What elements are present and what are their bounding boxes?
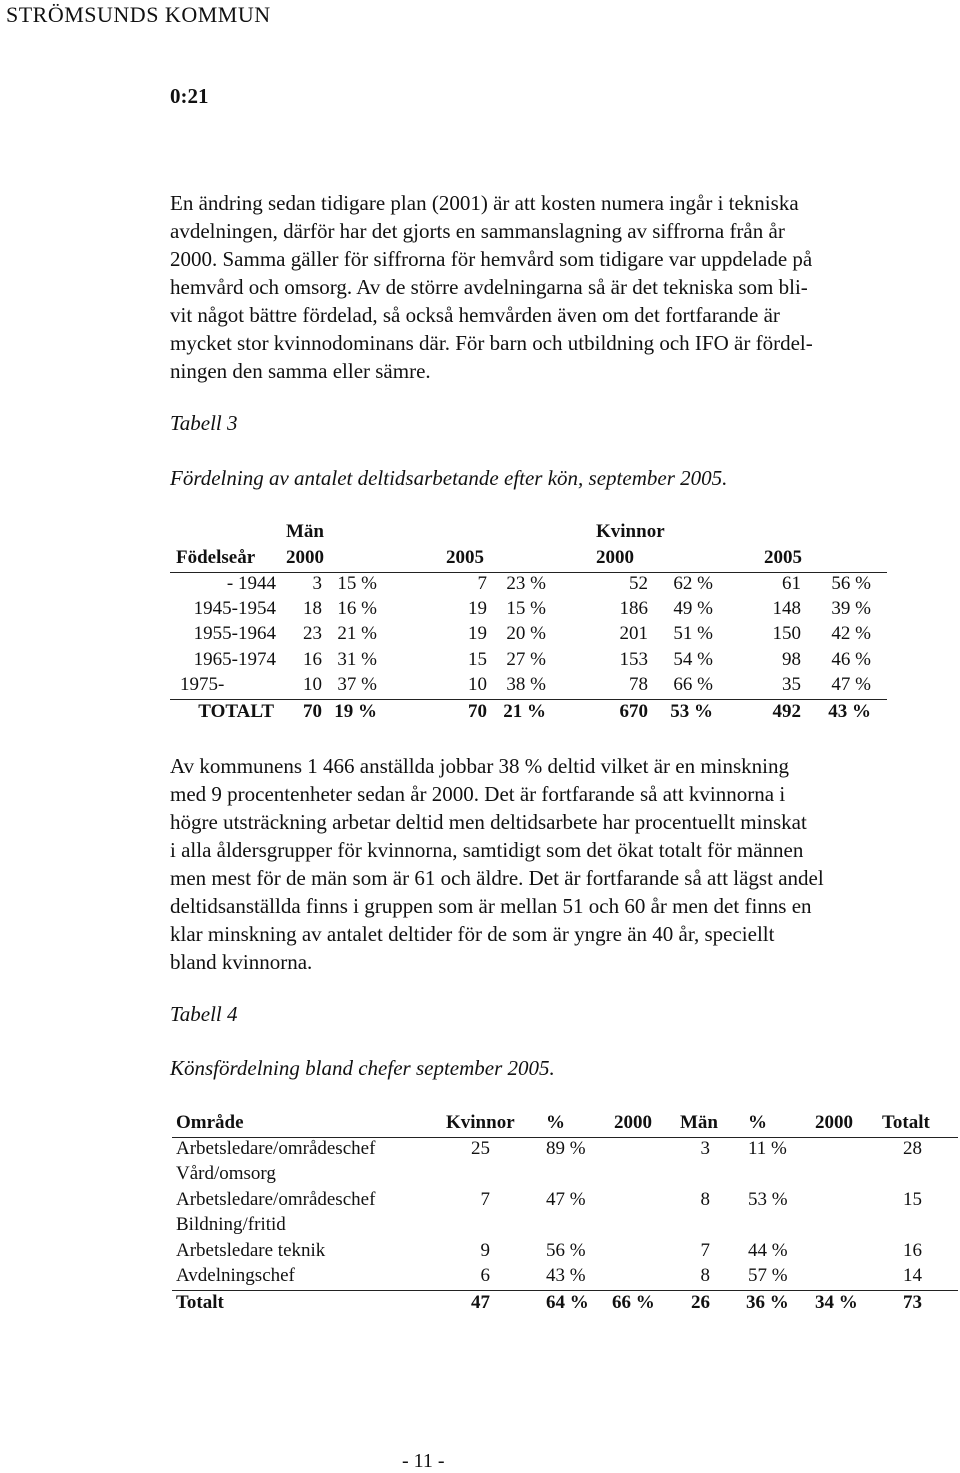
table-row [170, 598, 890, 623]
col-men-2000: 2000 [815, 1112, 853, 1133]
cell: 16 [303, 649, 322, 670]
paragraph-2 [170, 752, 930, 976]
col-women: Kvinnor [446, 1112, 515, 1133]
cell: Bildning/fritid [176, 1214, 286, 1235]
cell: 98 [782, 649, 801, 670]
cell: TOTALT [198, 701, 274, 722]
col-men-2000: 2000 [286, 547, 324, 568]
cell: 37 % [337, 674, 377, 695]
table3-total-row [170, 701, 890, 726]
cell: 23 % [506, 573, 546, 594]
cell: 10 [468, 674, 487, 695]
document-header: STRÖMSUNDS KOMMUN [6, 2, 271, 27]
cell: 73 [903, 1292, 922, 1313]
cell: Totalt [176, 1292, 224, 1313]
cell: 52 [629, 573, 648, 594]
cell: 57 % [748, 1265, 788, 1286]
paragraph-1 [170, 189, 930, 385]
table-row [0, 1214, 960, 1239]
table4-label: Tabell 4 [170, 1002, 238, 1026]
cell: 46 % [831, 649, 871, 670]
cell: 28 [903, 1138, 922, 1159]
cell: 43 % [546, 1265, 586, 1286]
cell: 11 % [748, 1138, 787, 1159]
table-row [170, 649, 890, 674]
cell: 70 [468, 701, 487, 722]
cell: 26 [691, 1292, 710, 1313]
cell: 8 [700, 1189, 710, 1210]
cell: 150 [772, 623, 801, 644]
table-row [0, 1240, 960, 1265]
col-area: Område [176, 1112, 244, 1133]
cell: 6 [480, 1265, 490, 1286]
col-men-pct: % [748, 1112, 767, 1133]
cell: 44 % [748, 1240, 788, 1261]
table-row [0, 1163, 960, 1188]
paragraph-line: klar minskning av antalet deltider för de som är yngre än 40 år, speciellt [170, 922, 775, 946]
cell: 62 % [673, 573, 713, 594]
paragraph-line: högre utsträckning arbetar deltid men deltidsarbete har procentuellt minskat [170, 810, 807, 834]
table-row [0, 1138, 960, 1163]
cell: 64 % [546, 1292, 589, 1313]
col-total: Totalt [882, 1112, 930, 1133]
cell: 38 % [506, 674, 546, 695]
paragraph-line: ningen den samma eller sämre. [170, 359, 431, 383]
cell: 43 % [828, 701, 871, 722]
section-code: 0:21 [170, 84, 209, 108]
cell: 1975- [180, 674, 225, 695]
cell: 21 % [337, 623, 377, 644]
cell: 89 % [546, 1138, 586, 1159]
cell: 670 [619, 701, 648, 722]
table-row [170, 573, 890, 598]
table4-header-row [0, 1112, 960, 1137]
table-row [0, 1189, 960, 1214]
paragraph-line: mycket stor kvinnodominans där. För barn och utbildning och IFO är fördel- [170, 331, 813, 355]
cell: 15 % [506, 598, 546, 619]
cell: 19 [468, 598, 487, 619]
cell: 61 [782, 573, 801, 594]
cell: 20 % [506, 623, 546, 644]
cell: Avdelningschef [176, 1265, 295, 1286]
paragraph-line: i alla åldersgrupper för kvinnorna, samtidigt som det ökat totalt för männen [170, 838, 804, 862]
cell: 35 [782, 674, 801, 695]
paragraph-line: hemvård och omsorg. Av de större avdelningarna så är det tekniska som bli- [170, 275, 808, 299]
col-women-2000: 2000 [596, 547, 634, 568]
cell: 153 [619, 649, 648, 670]
col-women-2000: 2000 [614, 1112, 652, 1133]
paragraph-line: Av kommunens 1 466 anställda jobbar 38 % deltid vilket är en minskning [170, 754, 790, 778]
cell: 1945-1954 [193, 598, 276, 619]
cell: 3 [700, 1138, 710, 1159]
cell: 47 % [546, 1189, 586, 1210]
group-women: Kvinnor [596, 521, 665, 542]
paragraph-line: bland kvinnorna. [170, 950, 313, 974]
cell: 31 % [337, 649, 377, 670]
table3-header-row [170, 547, 890, 572]
cell: 18 [303, 598, 322, 619]
cell: 56 % [546, 1240, 586, 1261]
table3-total-rule [170, 699, 887, 700]
cell: 1955-1964 [193, 623, 276, 644]
page-number: - 11 - [402, 1450, 445, 1472]
table4-caption: Könsfördelning bland chefer september 2005. [170, 1056, 555, 1080]
paragraph-line: 2000. Samma gäller för siffrorna för hemvård som tidigare var uppdelade på [170, 247, 813, 271]
paragraph-line: avdelningen, därför har det gjorts en sammanslagning av siffrorna från år [170, 219, 785, 243]
cell: 14 [903, 1265, 922, 1286]
cell: - 1944 [226, 573, 276, 594]
cell: 10 [303, 674, 322, 695]
paragraph-line: deltidsanställda finns i gruppen som är mellan 51 och 60 år men det finns en [170, 894, 812, 918]
table-row [170, 674, 890, 699]
col-men-2005: 2005 [446, 547, 484, 568]
cell: 15 [903, 1189, 922, 1210]
paragraph-line: En ändring sedan tidigare plan (2001) är att kosten numera ingår i tekniska [170, 191, 799, 215]
cell: Vård/omsorg [176, 1163, 276, 1184]
paragraph-line: men mest för de män som är 61 och äldre. Det är fortfarande så att lägst andel [170, 866, 824, 890]
col-birth-year: Födelseår [176, 547, 256, 568]
cell: 42 % [831, 623, 871, 644]
cell: 1965-1974 [193, 649, 276, 670]
cell: 7 [477, 573, 487, 594]
cell: Arbetsledare teknik [176, 1240, 326, 1261]
group-men: Män [286, 521, 324, 542]
cell: 53 % [748, 1189, 788, 1210]
cell: Arbetsledare/områdeschef [176, 1189, 376, 1210]
cell: 186 [619, 598, 648, 619]
cell: 21 % [503, 701, 546, 722]
table4-total-rule [172, 1290, 958, 1291]
cell: 47 [471, 1292, 490, 1313]
cell: 66 % [673, 674, 713, 695]
cell: 7 [700, 1240, 710, 1261]
cell: 70 [303, 701, 322, 722]
table4-total-row [0, 1292, 960, 1317]
cell: 23 [303, 623, 322, 644]
cell: 19 % [334, 701, 377, 722]
col-men: Män [680, 1112, 718, 1133]
cell: 56 % [831, 573, 871, 594]
table3-label: Tabell 3 [170, 411, 238, 435]
table-row [0, 1265, 960, 1290]
paragraph-line: med 9 procentenheter sedan år 2000. Det är fortfarande så att kvinnorna i [170, 782, 786, 806]
cell: 148 [772, 598, 801, 619]
cell: 9 [480, 1240, 490, 1261]
cell: 27 % [506, 649, 546, 670]
cell: 3 [312, 573, 322, 594]
table-row [170, 623, 890, 648]
cell: 201 [619, 623, 648, 644]
cell: 8 [700, 1265, 710, 1286]
cell: 492 [772, 701, 801, 722]
cell: Arbetsledare/områdeschef [176, 1138, 376, 1159]
cell: 53 % [670, 701, 713, 722]
cell: 66 % [612, 1292, 655, 1313]
cell: 16 % [337, 598, 377, 619]
cell: 78 [629, 674, 648, 695]
cell: 15 % [337, 573, 377, 594]
col-women-2005: 2005 [764, 547, 802, 568]
cell: 34 % [815, 1292, 858, 1313]
table3-group-header [170, 521, 890, 546]
col-women-pct: % [546, 1112, 565, 1133]
cell: 15 [468, 649, 487, 670]
cell: 51 % [673, 623, 713, 644]
table3-caption: Fördelning av antalet deltidsarbetande efter kön, september 2005. [170, 466, 728, 490]
cell: 49 % [673, 598, 713, 619]
cell: 16 [903, 1240, 922, 1261]
paragraph-line: vit något bättre fördelad, så också hemvården även om det fortfarande är [170, 303, 780, 327]
cell: 39 % [831, 598, 871, 619]
cell: 54 % [673, 649, 713, 670]
cell: 7 [480, 1189, 490, 1210]
cell: 47 % [831, 674, 871, 695]
cell: 19 [468, 623, 487, 644]
cell: 25 [471, 1138, 490, 1159]
cell: 36 % [746, 1292, 789, 1313]
